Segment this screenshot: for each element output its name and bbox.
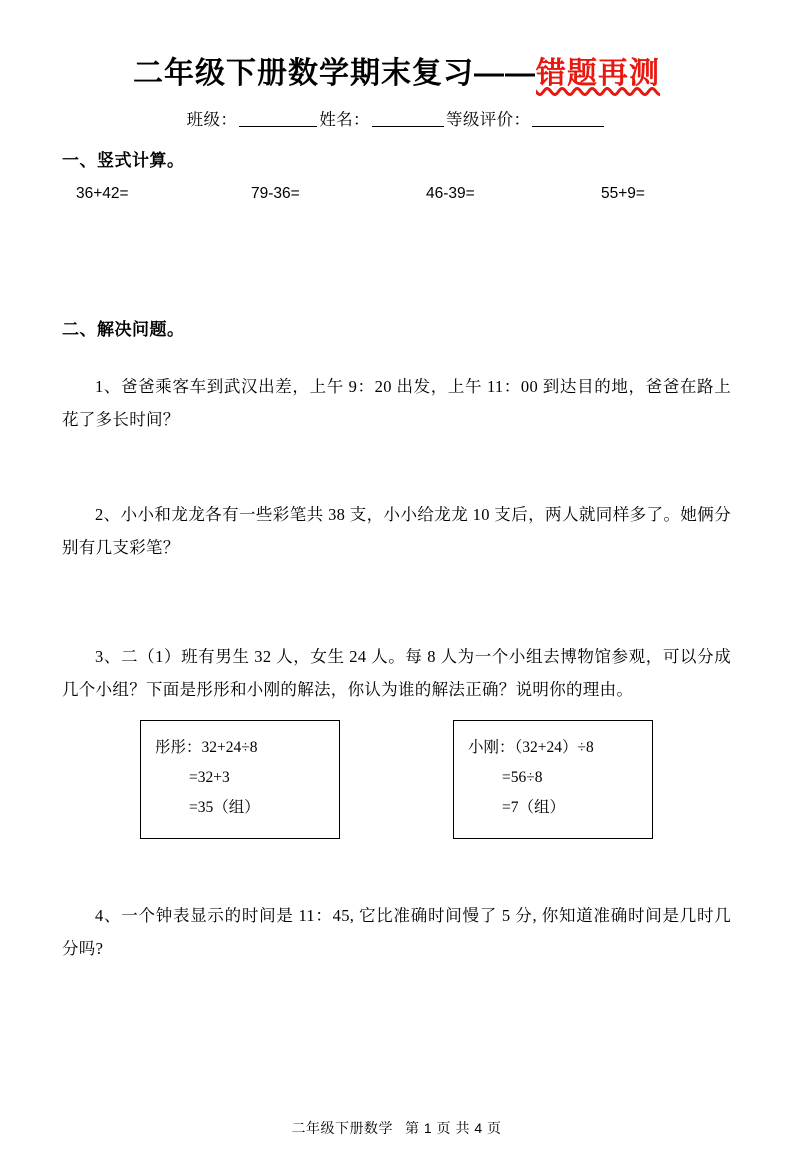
calc-problem-1: 36+42= (76, 185, 129, 202)
solution-line-2: =56÷8 (502, 769, 543, 787)
worksheet-page (0, 48, 793, 1170)
section-heading-1: 一、竖式计算。 (62, 151, 185, 170)
grade-label: 等级评价： (445, 110, 531, 129)
name-blank[interactable] (372, 111, 444, 127)
grade-blank[interactable] (532, 111, 604, 127)
solution-line-3: =7（组） (502, 799, 565, 817)
page-title (62, 48, 731, 92)
solution-box-tongtong (140, 720, 340, 839)
word-problem-3: 3、二（1）班有男生 32 人，女生 24 人。每 8 人为一个小组去博物馆参观，可以分成几个小组？下面是彤彤和小刚的解法，你认为谁的解法正确？说明你的理由。 (62, 647, 731, 699)
class-label: 班级： (186, 110, 238, 129)
calc-problem-3: 46-39= (426, 185, 475, 202)
solution-box-xiaogang (453, 720, 653, 839)
class-blank[interactable] (239, 111, 317, 127)
solution-line-1: 彤彤：32+24÷8 (155, 739, 258, 756)
footer-subject: 二年级下册数学 (291, 1120, 393, 1136)
page-footer (0, 1118, 793, 1138)
name-label: 姓名： (319, 110, 370, 129)
solution-line-1: 小刚：（32+24）÷8 (468, 739, 594, 756)
student-info-line (62, 106, 731, 130)
calc-problem-4: 55+9= (601, 185, 645, 202)
page-title-red: 错题再测 (536, 57, 660, 90)
solution-boxes (62, 720, 731, 839)
page-title-black: 二年级下册数学期末复习—— (133, 57, 536, 90)
word-problem-1: 1、爸爸乘客车到武汉出差，上午 9：20 出发，上午 11：00 到达目的地，爸爸在路上花了多长时间？ (62, 377, 731, 429)
footer-page-info: 第 1 页 共 4 页 (404, 1120, 502, 1136)
word-problem-4: 4、一个钟表显示的时间是 11：45, 它比准确时间慢了 5 分, 你知道准确时间是几时几分吗? (62, 905, 731, 958)
solution-line-2: =32+3 (189, 769, 230, 787)
word-problem-2: 2、小小和龙龙各有一些彩笔共 38 支，小小给龙龙 10 支后，两人就同样多了。她俩分别有几支彩笔？ (62, 505, 731, 557)
section-heading-2: 二、解决问题。 (62, 320, 185, 339)
vertical-calculation-row (62, 185, 731, 203)
calc-problem-2: 79-36= (251, 185, 300, 202)
solution-line-3: =35（组） (189, 799, 260, 817)
